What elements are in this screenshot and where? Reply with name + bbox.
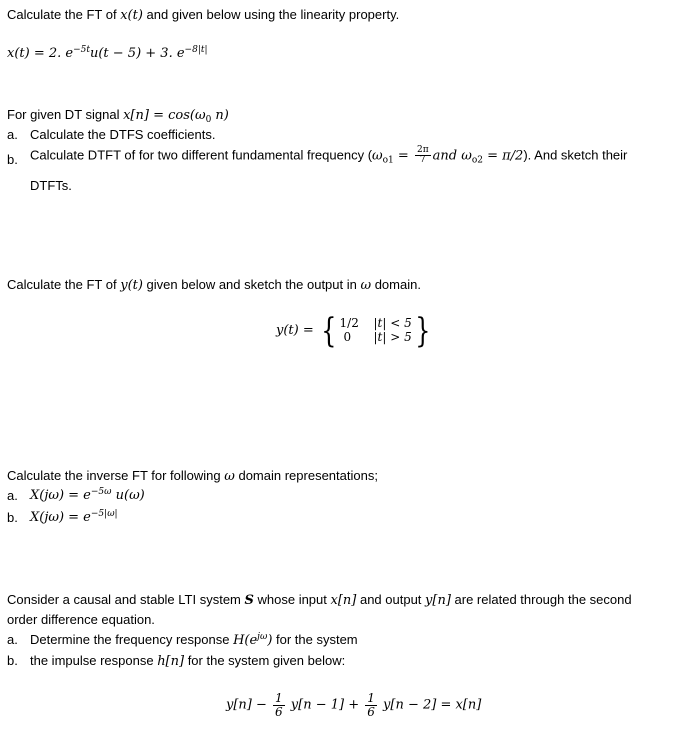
p3-text-e: domain. bbox=[371, 277, 421, 292]
p2-a-text: Calculate the DTFS coefficients. bbox=[30, 127, 216, 142]
p2-b-frac-num: 2π bbox=[416, 145, 429, 155]
problem4-item-b-eq bbox=[30, 510, 118, 526]
problem2-item-b-line1 bbox=[30, 146, 627, 166]
p3-eq-lhs: y(t) = bbox=[276, 323, 318, 339]
p5-a-H-close: ) bbox=[267, 633, 273, 648]
p3-case1-cond: |t| < 5 bbox=[373, 316, 412, 331]
p4-b-marker: b. bbox=[7, 510, 18, 525]
p5-a-tail: for the system bbox=[272, 632, 358, 647]
p1-eq-mid: u(t − 5) + 3. e bbox=[89, 46, 185, 61]
p4-math-omega: ω bbox=[224, 469, 235, 484]
p2-b-frac-den: 7 bbox=[419, 155, 426, 166]
p5-b-tail: for the system given below: bbox=[184, 653, 346, 668]
p5-text-b: whose input bbox=[253, 592, 331, 607]
p3-math-omega: ω bbox=[360, 278, 372, 293]
problem1-statement bbox=[7, 7, 399, 24]
problem3-equation bbox=[276, 311, 433, 351]
p5-math-y: y[n] bbox=[425, 593, 451, 608]
p3-right-brace: } bbox=[414, 311, 431, 351]
p5-b-h: h[n] bbox=[157, 654, 185, 669]
p2-intro-math-close: n) bbox=[211, 108, 229, 123]
p5-eq-frac1 bbox=[273, 692, 285, 718]
p2-b-fraction bbox=[415, 146, 431, 166]
p5-eq-frac1-den: 6 bbox=[275, 704, 283, 719]
p5-eq-t2: y[n − 1] + bbox=[286, 697, 364, 713]
p4-a-marker: a. bbox=[7, 488, 18, 503]
p5-a-H-exp: jω bbox=[257, 632, 268, 642]
p5-eq-t1: y[n] − bbox=[226, 697, 272, 713]
p1-eq-lhs: x(t) = 2. e bbox=[7, 46, 74, 61]
p5-text-a: Consider a causal and stable LTI system bbox=[7, 592, 245, 607]
p5-math-x: x[n] bbox=[330, 593, 357, 608]
p5-math-S: S bbox=[244, 593, 254, 608]
p3-cases bbox=[340, 317, 412, 345]
p2-b-text3: DTFTs. bbox=[30, 178, 72, 193]
problem5-item-a-text bbox=[30, 632, 358, 649]
p3-left-brace: { bbox=[321, 311, 337, 351]
p5-text-d: are related through the second bbox=[450, 592, 632, 607]
problem5-line1 bbox=[7, 592, 632, 609]
p3-text-a: Calculate the FT of bbox=[7, 277, 121, 292]
problem3-statement bbox=[7, 277, 421, 294]
p2-b-omega2-val: = π/2 bbox=[482, 148, 524, 164]
p5-eq-frac2 bbox=[365, 692, 377, 718]
p4-text-a: Calculate the inverse FT for following bbox=[7, 468, 225, 483]
p1-text-a: Calculate the FT of bbox=[7, 7, 121, 22]
problem2-item-b-line2 bbox=[30, 178, 72, 194]
p4-b-exp: −5|ω| bbox=[90, 509, 118, 519]
problem4-statement bbox=[7, 468, 378, 485]
p5-eq-frac1-num: 1 bbox=[275, 691, 283, 705]
problem4-item-a-eq bbox=[30, 488, 145, 504]
p5-line2-text: order difference equation. bbox=[7, 612, 155, 627]
problem5-equation bbox=[226, 692, 481, 718]
p5-eq-frac2-den: 6 bbox=[367, 704, 375, 719]
p5-a-text: Determine the frequency response bbox=[30, 632, 234, 647]
p3-case1 bbox=[340, 317, 412, 331]
p2-b-text1: Calculate DTFT of for two different fundamental frequency ( bbox=[30, 147, 373, 163]
problem2-intro bbox=[7, 107, 229, 124]
p5-b-text: the impulse response bbox=[30, 653, 158, 668]
p1-eq-exp2: −8|t| bbox=[184, 45, 208, 55]
p2-b-text2: ). And sketch their bbox=[523, 147, 628, 163]
p2-b-omega2-sub: o2 bbox=[471, 155, 483, 166]
problem2-item-b bbox=[7, 152, 18, 168]
problem1-equation bbox=[7, 46, 208, 62]
p4-b-lhs: X(jω) = e bbox=[30, 510, 91, 525]
p4-a-rhs: u(ω) bbox=[111, 488, 145, 503]
problem5-item-b bbox=[7, 653, 18, 669]
p2-b-and-omega2: and ω bbox=[432, 148, 472, 164]
p3-case2-val: 0 bbox=[343, 330, 352, 344]
p5-a-H: H(e bbox=[233, 633, 258, 648]
problem2-item-a-text bbox=[30, 127, 215, 143]
p3-text-c: given below and sketch the output in bbox=[142, 277, 361, 292]
p2-b-omega1: ω bbox=[372, 148, 383, 164]
p5-eq-t3: y[n − 2] = x[n] bbox=[378, 697, 482, 713]
p1-text-c: and given below using the linearity property. bbox=[142, 7, 400, 22]
p1-math-x: x(t) bbox=[120, 8, 143, 23]
p2-intro-sub: 0 bbox=[205, 115, 212, 125]
problem4-item-b bbox=[7, 510, 18, 526]
p2-intro-math: x[n] = cos(ω bbox=[123, 108, 206, 123]
p3-case1-val: 1/2 bbox=[339, 316, 359, 331]
p3-math-y: y(t) bbox=[120, 278, 143, 293]
p4-text-c: domain representations; bbox=[234, 468, 378, 483]
p1-eq-exp1: −5t bbox=[73, 45, 90, 55]
problem5-line2 bbox=[7, 612, 155, 628]
p3-case2 bbox=[340, 331, 412, 345]
problem4-item-a bbox=[7, 488, 18, 504]
p2-a-marker: a. bbox=[7, 127, 18, 142]
p5-eq-frac2-num: 1 bbox=[367, 691, 375, 705]
p4-a-lhs: X(jω) = e bbox=[30, 488, 91, 503]
problem5-item-b-text bbox=[30, 653, 345, 670]
problem2-item-a bbox=[7, 127, 18, 143]
p5-a-marker: a. bbox=[7, 632, 18, 647]
problem5-item-a bbox=[7, 632, 18, 648]
p5-b-marker: b. bbox=[7, 653, 18, 668]
p2-intro-text: For given DT signal bbox=[7, 107, 124, 122]
p2-b-marker: b. bbox=[7, 152, 18, 167]
p3-case2-cond: |t| > 5 bbox=[373, 330, 412, 344]
p5-text-c: and output bbox=[356, 592, 426, 607]
p2-b-omega1-sub: o1 bbox=[382, 155, 394, 166]
p4-a-exp: −5ω bbox=[90, 487, 112, 497]
p2-b-equals: = bbox=[393, 148, 413, 164]
